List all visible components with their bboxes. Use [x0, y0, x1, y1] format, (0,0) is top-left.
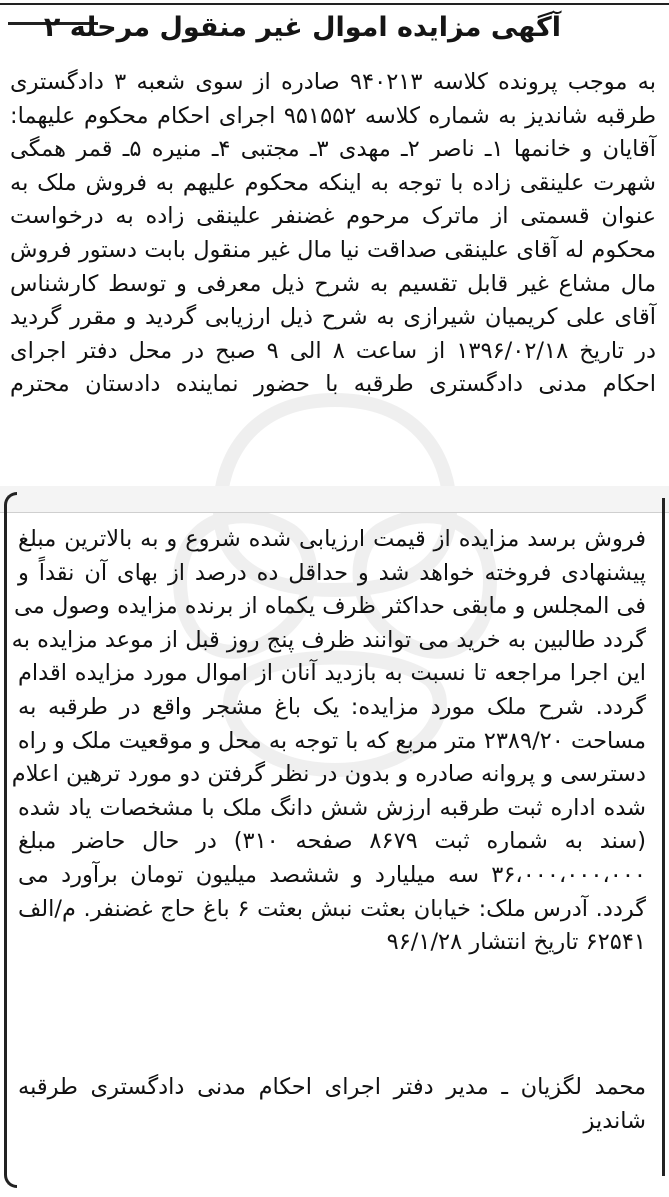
column-border-right: [658, 498, 665, 1176]
text-line: به موجب پرونده کلاسه ۹۴۰۲۱۳ صادره از سوی شعبه ۳ دادگستری: [10, 69, 656, 95]
notice-title: آگهی مزایده اموال غیر منقول مرحله ۲: [43, 12, 561, 43]
text-line: شده اداره ثبت طرقبه ارزش شش دانگ ملک با مشخصات یاد شده: [18, 794, 646, 821]
notice-signature: [18, 1071, 646, 1138]
column-break: [0, 486, 669, 513]
text-line: طرقبه شاندیز به شماره کلاسه ۹۵۱۵۵۲ اجرای احکام محکوم علیهما:: [10, 102, 656, 129]
text-line: ۶۲۵۴۱ تاریخ انتشار ۹۶/۱/۲۸: [386, 929, 646, 956]
signature-line: شاندیز: [583, 1107, 646, 1134]
text-line: عنوان قسمتی از ماترک مرحوم غضنفر علینقی زاده به درخواست: [10, 203, 656, 230]
notice-paragraph-2: [11, 523, 646, 960]
text-line: گردد. شرح ملک مورد مزایده: یک باغ مشجر واقع در طرقبه به: [18, 693, 646, 720]
text-line: محکوم له آقای علینقی صداقت نیا مال غیر منقول بابت دستور فروش: [10, 236, 656, 263]
text-line: ۳۶،۰۰۰،۰۰۰،۰۰۰ سه میلیارد و ششصد میلیون تومان برآورد می: [18, 861, 646, 888]
notice-paragraph-1: [10, 66, 656, 402]
text-line: فروش برسد مزایده از قیمت ارزیابی شده شروع و به بالاترین مبلغ: [18, 526, 646, 552]
top-rule: [0, 3, 669, 5]
text-line: آقای علی کریمیان شیرازی به شرح ذیل ارزیابی گردید و مقرر گردید: [10, 304, 656, 331]
text-line: گردد طالبین به خرید می توانند ظرف پنج روز قبل از موعد مزایده به: [11, 626, 646, 653]
text-line: دسترسی و پروانه صادره و بدون در نظر گرفتن دو مورد ترهین اعلام: [11, 761, 646, 788]
text-line: (سند به شماره ثبت ۸۶۷۹ صفحه ۳۱۰) در حال حاضر مبلغ: [18, 828, 646, 855]
text-line: فی المجلس و مابقی حداکثر ظرف یکماه از برنده مزایده وصول می: [14, 593, 646, 620]
text-line: مساحت ۲۳۸۹/۲۰ متر مربع که با توجه به محل و موقعیت ملک و راه: [17, 727, 646, 754]
text-line: پیشنهادی فروخته خواهد شد و حداقل ده درصد از بهای آن نقداً و: [18, 559, 646, 586]
text-line: در تاریخ ۱۳۹۶/۰۲/۱۸ از ساعت ۸ الی ۹ صبح در محل دفتر اجرای: [10, 337, 656, 364]
text-line: این اجرا مراجعه تا نسبت به بازدید آنان از اموال مورد مزایده اقدام: [18, 660, 646, 687]
text-line: مال مشاع غیر قابل تقسیم به شرح ذیل معرفی و توسط کارشناس: [10, 270, 656, 297]
text-line: احکام مدنی دادگستری طرقبه با حضور نماینده دادستان محترم: [10, 371, 656, 398]
signature-line: محمد لگزیان ـ مدیر دفتر اجرای احکام مدنی دادگستری طرقبه: [18, 1074, 646, 1100]
text-line: آقایان و خانمها ۱ـ ناصر ۲ـ مهدی ۳ـ مجتبی ۴ـ منیره ۵ـ قمر همگی: [10, 136, 656, 163]
text-line: شهرت علینقی زاده با توجه به اینکه محکوم علیهم به فروش ملک به: [10, 169, 656, 196]
text-line: گردد. آدرس ملک: خیابان بعثت نبش بعثت ۶ باغ حاج غضنفر. م/الف: [18, 895, 646, 922]
